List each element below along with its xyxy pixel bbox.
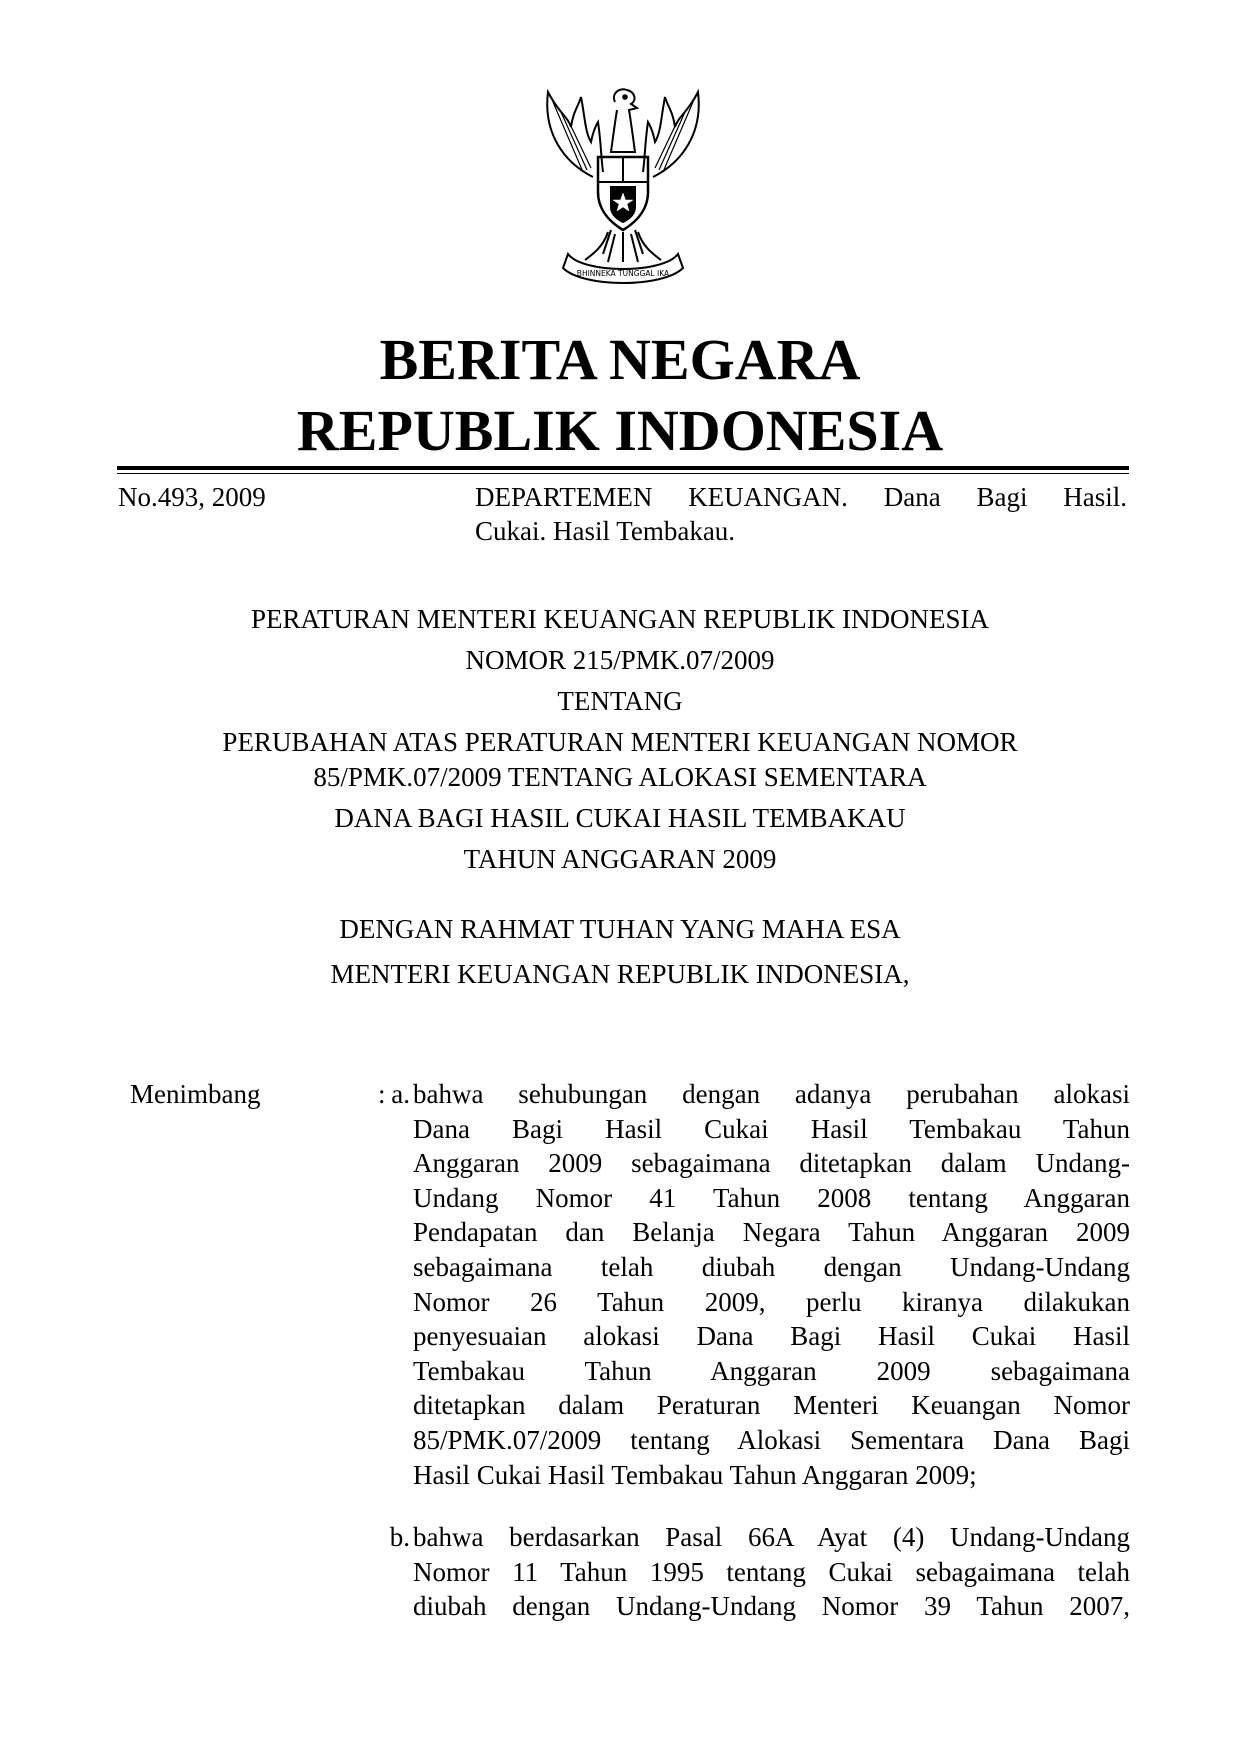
regulation-line: TAHUN ANGGARAN 2009 bbox=[463, 844, 777, 874]
paragraph-line: Nomor 11 Tahun 1995 tentang Cukai sebagaimana telah bbox=[413, 1556, 1130, 1587]
paragraph-line: ditetapkan dalam Peraturan Menteri Keuangan Nomor bbox=[413, 1390, 1130, 1421]
header-rule-thick bbox=[117, 466, 1129, 470]
gazette-subject-line2: Cukai. Hasil Tembakau. bbox=[475, 516, 736, 546]
paragraph-line: Pendapatan dan Belanja Negara Tahun Anggaran 2009 bbox=[413, 1217, 1130, 1248]
garuda-emblem bbox=[523, 82, 723, 302]
paragraph-line: Tembakau Tahun Anggaran 2009 sebagaimana bbox=[413, 1355, 1130, 1386]
paragraph-line: sebagaimana telah diubah dengan Undang-Undang bbox=[413, 1251, 1130, 1282]
regulation-title bbox=[0, 602, 1240, 877]
title-berita-negara: BERITA NEGARA bbox=[379, 327, 861, 392]
paragraph-line: Hasil Cukai Hasil Tembakau Tahun Anggaran 2009; bbox=[413, 1459, 977, 1490]
emblem-motto: BHINNEKA TUNGGAL IKA bbox=[576, 269, 670, 278]
menimbang-colon: : bbox=[378, 1079, 386, 1109]
regulation-line: PERUBAHAN ATAS PERATURAN MENTERI KEUANGAN NOMOR bbox=[222, 727, 1018, 757]
item-b-text bbox=[413, 1520, 1130, 1624]
paragraph-line: Nomor 26 Tahun 2009, perlu kiranya dilakukan bbox=[413, 1286, 1130, 1317]
item-a-marker: a. bbox=[391, 1079, 410, 1109]
paragraph-line: Dana Bagi Hasil Cukai Hasil Tembakau Tahun bbox=[413, 1113, 1130, 1144]
gazette-subject bbox=[475, 480, 1127, 548]
menimbang-label: Menimbang bbox=[130, 1079, 261, 1109]
preamble-line: MENTERI KEUANGAN REPUBLIK INDONESIA, bbox=[330, 959, 910, 989]
regulation-line: 85/PMK.07/2009 TENTANG ALOKASI SEMENTARA bbox=[313, 762, 927, 792]
preamble-line: DENGAN RAHMAT TUHAN YANG MAHA ESA bbox=[339, 914, 901, 944]
gazette-number: No.493, 2009 bbox=[118, 482, 266, 512]
regulation-number: NOMOR 215/PMK.07/2009 bbox=[465, 645, 775, 675]
gazette-subject-line1: DEPARTEMEN KEUANGAN. Dana Bagi Hasil. bbox=[475, 482, 1127, 512]
regulation-tentang: TENTANG bbox=[557, 686, 683, 716]
paragraph-line: 85/PMK.07/2009 tentang Alokasi Sementara Dana Bagi bbox=[413, 1424, 1130, 1455]
title-republik-indonesia: REPUBLIK INDONESIA bbox=[296, 398, 944, 463]
item-b-marker: b. bbox=[389, 1522, 410, 1552]
paragraph-line: bahwa berdasarkan Pasal 66A Ayat (4) Undang-Undang bbox=[413, 1522, 1130, 1552]
regulation-line: DANA BAGI HASIL CUKAI HASIL TEMBAKAU bbox=[334, 803, 906, 833]
paragraph-line: penyesuaian alokasi Dana Bagi Hasil Cukai Hasil bbox=[413, 1321, 1130, 1352]
paragraph-line: Undang Nomor 41 Tahun 2008 tentang Anggaran bbox=[413, 1182, 1130, 1213]
item-a-text bbox=[413, 1077, 1130, 1492]
paragraph-line: Anggaran 2009 sebagaimana ditetapkan dalam Undang- bbox=[413, 1148, 1130, 1179]
preamble bbox=[0, 912, 1240, 992]
paragraph-line: bahwa sehubungan dengan adanya perubahan alokasi bbox=[413, 1079, 1130, 1109]
paragraph-line: diubah dengan Undang-Undang Nomor 39 Tahun 2007, bbox=[413, 1591, 1130, 1622]
header-rule-thin bbox=[117, 473, 1129, 474]
regulation-line: PERATURAN MENTERI KEUANGAN REPUBLIK INDONESIA bbox=[251, 604, 989, 634]
